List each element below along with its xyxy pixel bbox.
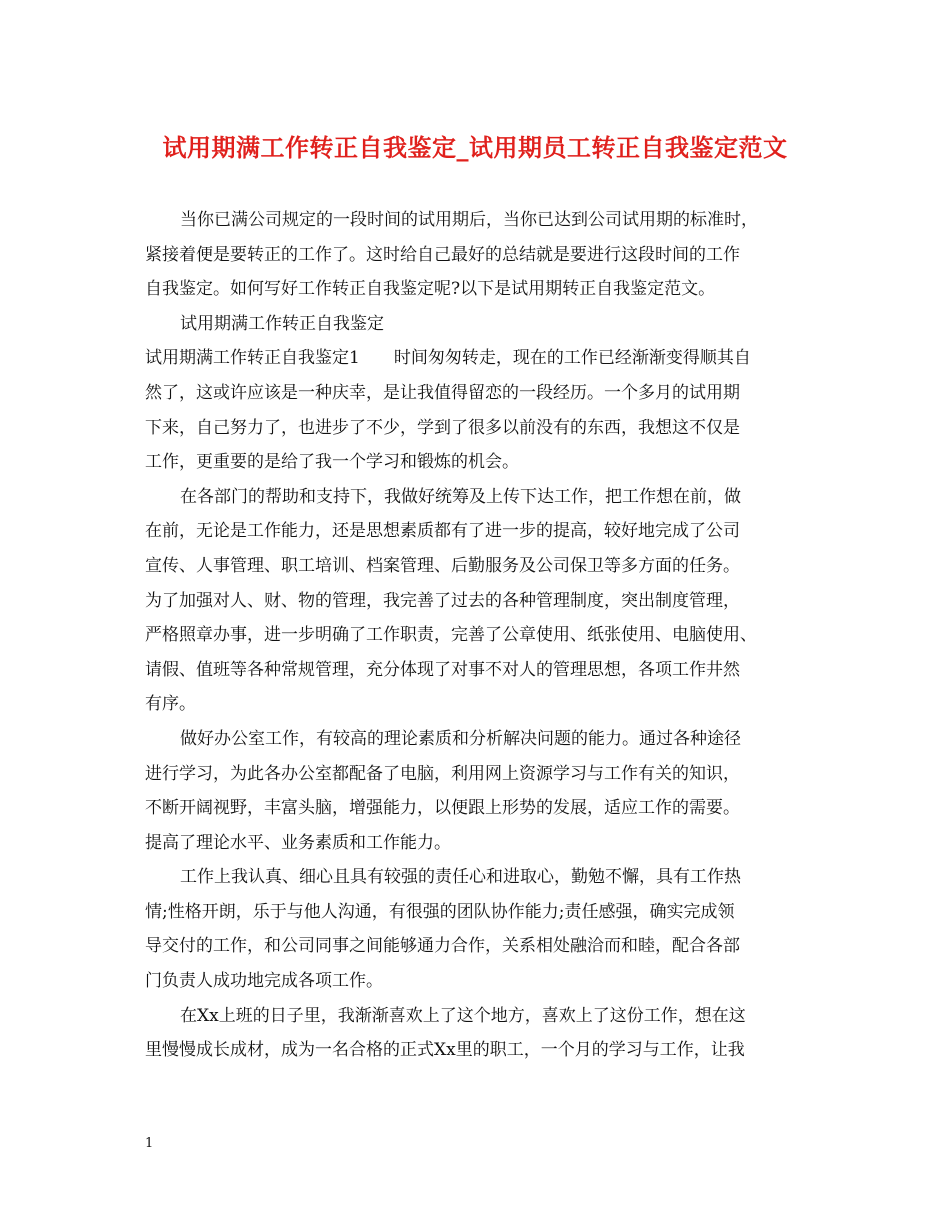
body-text-line: 有序。	[145, 694, 196, 715]
body-text-line: 进行学习，为此各办公室都配备了电脑，利用网上资源学习与工作有关的知识，	[145, 763, 740, 784]
body-text-line: 然了，这或许应该是一种庆幸，是让我值得留恋的一段经历。一个多月的试用期	[145, 382, 740, 403]
body-text-line: 工作上我认真、细心且具有较强的责任心和进取心，勤勉不懈，具有工作热	[180, 867, 741, 888]
body-text-line: 在Xx上班的日子里，我渐渐喜欢上了这个地方，喜欢上了这份工作，想在这	[180, 1005, 746, 1026]
body-text-line: 紧接着便是要转正的工作了。这时给自己最好的总结就是要进行这段时间的工作	[145, 244, 740, 265]
body-text-line: 情;性格开朗，乐于与他人沟通，有很强的团队协作能力;责任感强，确实完成领	[145, 901, 735, 922]
body-text-line: 在前，无论是工作能力，还是思想素质都有了进一步的提高，较好地完成了公司	[145, 521, 740, 542]
body-text-line: 下来，自己努力了，也进步了不少，学到了很多以前没有的东西，我想这不仅是	[145, 417, 740, 438]
document-body	[145, 203, 835, 1068]
body-text-line: 严格照章办事，进一步明确了工作职责，完善了公章使用、纸张使用、电脑使用、	[145, 625, 757, 646]
body-text-line: 试用期满工作转正自我鉴定	[180, 313, 384, 334]
document-title: 试用期满工作转正自我鉴定_试用期员工转正自我鉴定范文	[162, 133, 788, 162]
body-text-line: 不断开阔视野，丰富头脑，增强能力，以便跟上形势的发展，适应工作的需要。	[145, 798, 740, 819]
body-text-line: 做好办公室工作，有较高的理论素质和分析解决问题的能力。通过各种途径	[180, 728, 741, 749]
body-text-line: 请假、值班等各种常规管理，充分体现了对事不对人的管理思想，各项工作井然	[145, 659, 740, 680]
body-text-line: 宣传、人事管理、职工培训、档案管理、后勤服务及公司保卫等多方面的任务。	[145, 555, 740, 576]
body-text-line: 里慢慢成长成材，成为一名合格的正式Xx里的职工，一个月的学习与工作，让我	[145, 1040, 745, 1061]
body-text-line: 自我鉴定。如何写好工作转正自我鉴定呢?以下是试用期转正自我鉴定范文。	[145, 279, 716, 300]
body-text-line: 门负责人成功地完成各项工作。	[145, 971, 383, 992]
page-number: 1	[145, 1136, 154, 1151]
body-text-line: 提高了理论水平、业务素质和工作能力。	[145, 832, 451, 853]
body-text-line: 在各部门的帮助和支持下，我做好统筹及上传下达工作，把工作想在前，做	[180, 486, 741, 507]
body-text-line: 试用期满工作转正自我鉴定1 时间匆匆转走，现在的工作已经渐渐变得顺其自	[145, 348, 751, 369]
body-text-line: 导交付的工作，和公司同事之间能够通力合作，关系相处融洽而和睦，配合各部	[145, 936, 740, 957]
body-text-line: 工作，更重要的是给了我一个学习和锻炼的机会。	[145, 452, 519, 473]
body-text-line: 为了加强对人、财、物的管理，我完善了过去的各种管理制度，突出制度管理，	[145, 590, 740, 611]
body-text-line: 当你已满公司规定的一段时间的试用期后，当你已达到公司试用期的标准时，	[180, 210, 758, 230]
